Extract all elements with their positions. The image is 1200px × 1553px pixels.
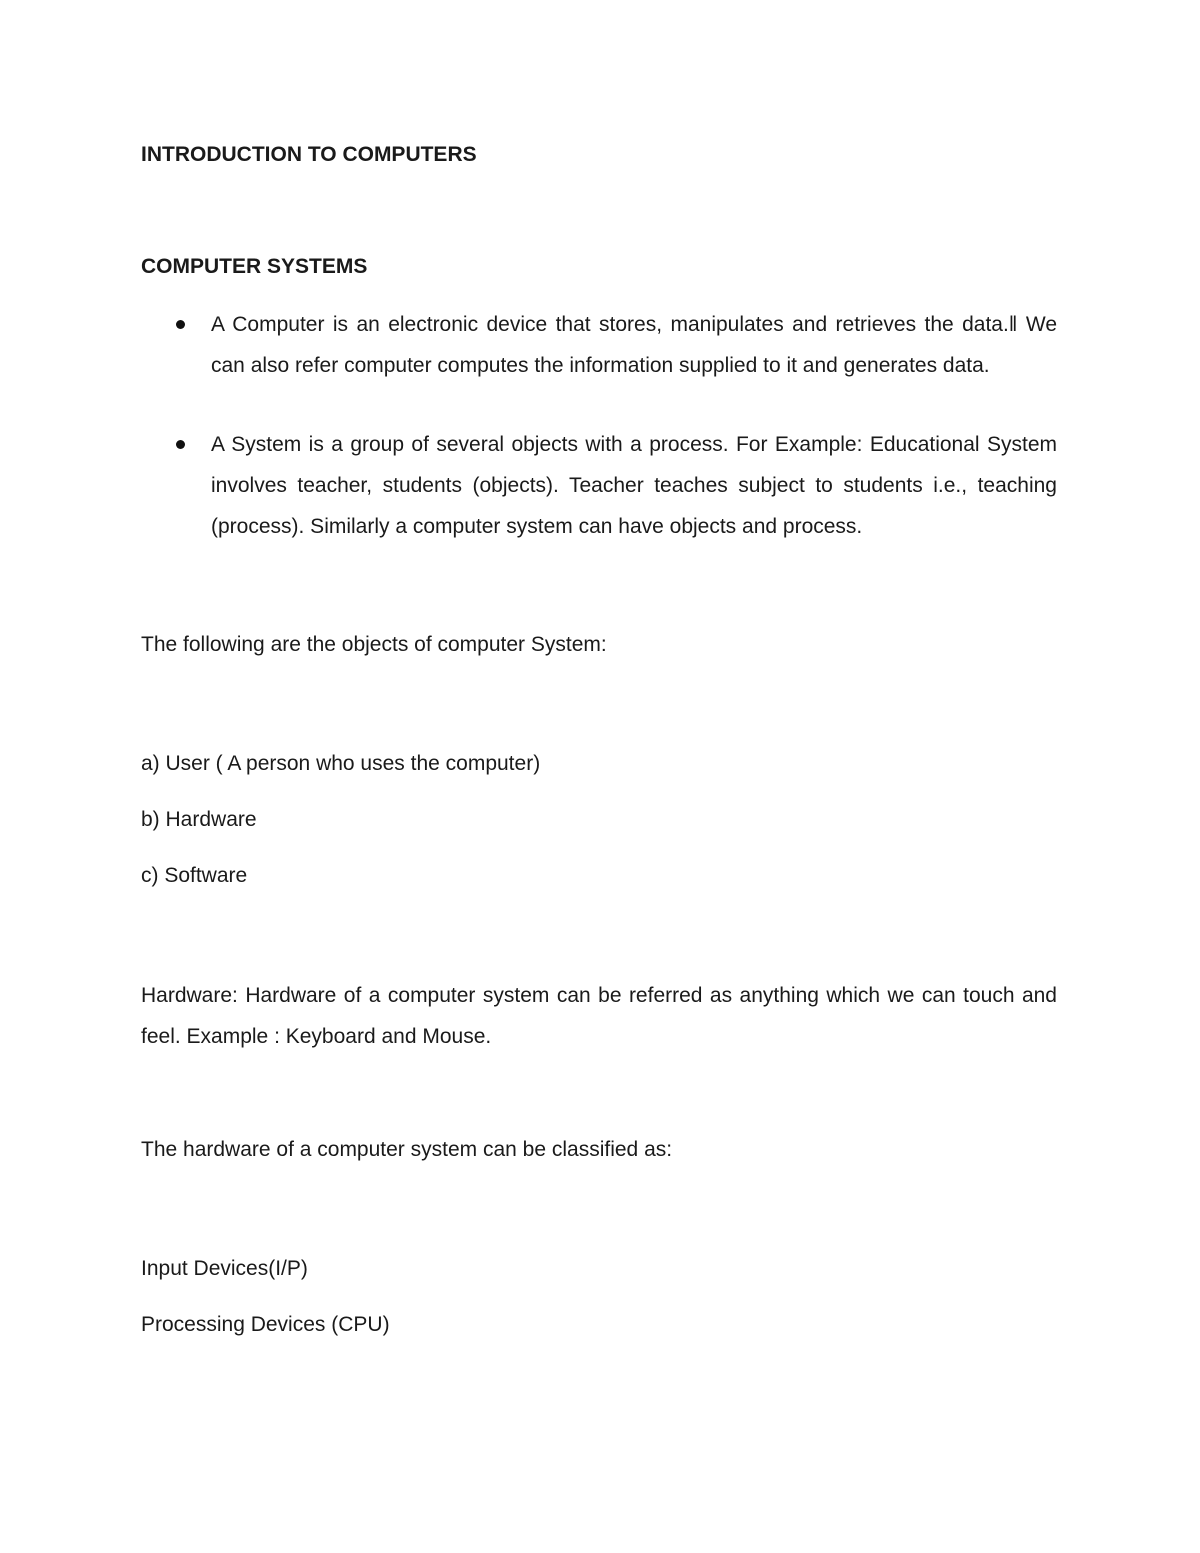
classified-intro: The hardware of a computer system can be classified as: xyxy=(141,1138,673,1161)
document-title: INTRODUCTION TO COMPUTERS xyxy=(141,143,477,166)
bullet-list xyxy=(141,304,1057,547)
object-item-user: a) User ( A person who uses the computer) xyxy=(141,752,541,775)
object-item-software: c) Software xyxy=(141,864,248,887)
object-item-hardware: b) Hardware xyxy=(141,808,257,831)
bullet-text: A System is a group of several objects with a process. For Example: Educational System involves teacher, students (objects). Teacher teaches subject to students i.e., teaching (process). Similarly a computer system can have objects and process. xyxy=(211,433,1057,538)
section-heading: COMPUTER SYSTEMS xyxy=(141,255,368,278)
bullet-item xyxy=(141,424,1057,547)
bullet-icon xyxy=(176,320,185,329)
objects-list xyxy=(141,736,1057,904)
devices-list xyxy=(141,1241,1057,1353)
bullet-icon xyxy=(176,440,185,449)
device-item-input: Input Devices(I/P) xyxy=(141,1257,308,1280)
document-body xyxy=(141,140,1057,1353)
device-item-processing: Processing Devices (CPU) xyxy=(141,1313,390,1336)
bullet-item xyxy=(141,304,1057,386)
objects-intro: The following are the objects of computer System: xyxy=(141,633,607,656)
hardware-paragraph: Hardware: Hardware of a computer system can be referred as anything which we can touch and feel. Example : Keyboard and Mouse. xyxy=(141,984,1057,1048)
bullet-text: A Computer is an electronic device that stores, manipulates and retrieves the data.‖ We can also refer computer computes the information supplied to it and generates data. xyxy=(211,313,1057,377)
